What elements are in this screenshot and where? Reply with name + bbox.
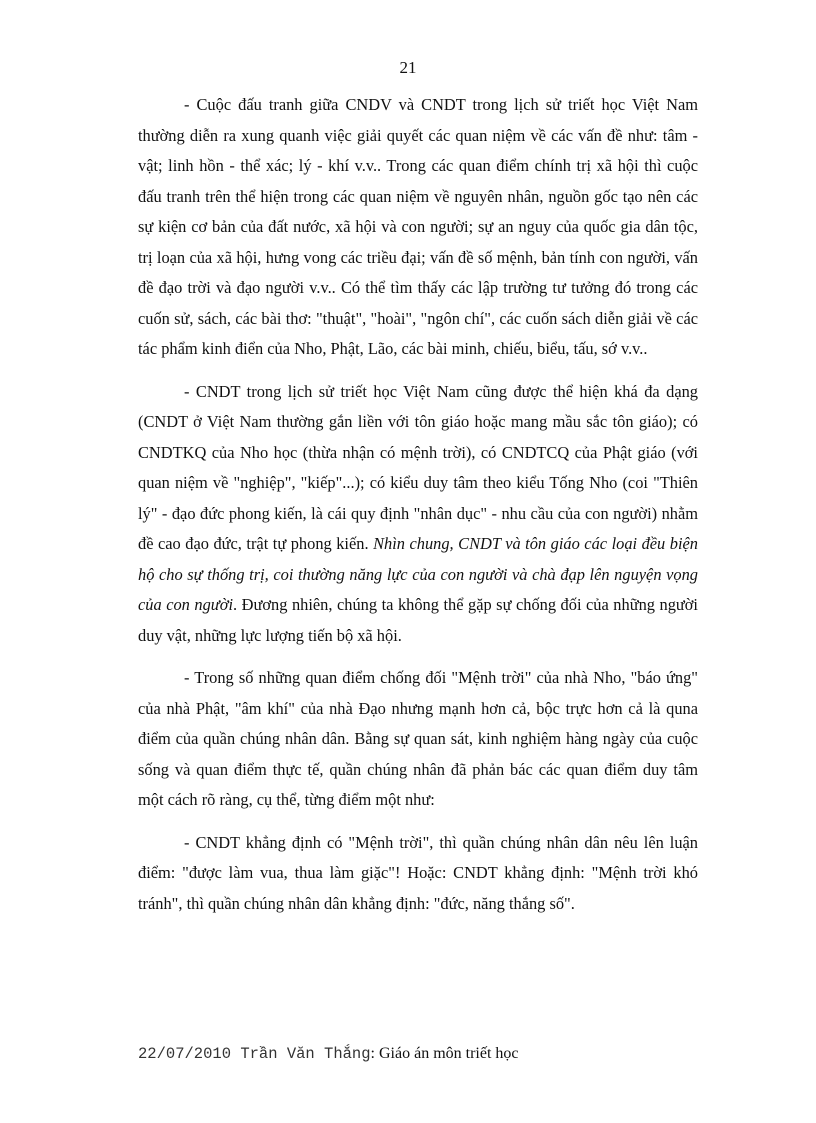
paragraph-4: - CNDT khẳng định có "Mệnh trời", thì quần chúng nhân dân nêu lên luận điểm: "được làm vua, thua làm giặc"! Hoặc: CNDT khẳng định: "Mệnh trời khó tránh", thì quần chúng nhân dân khẳng định: "đức, năng thắng số". (138, 832, 698, 913)
paragraph-1: - Cuộc đấu tranh giữa CNDV và CNDT trong lịch sử triết học Việt Nam thường diễn ra xung quanh việc giải quyết các quan niệm về các vấn đề như: tâm - vật; linh hồn - thể xác; lý - khí v.v.. Trong các quan điểm chính trị xã hội thì cuộc đấu tranh trên thể hiện trong các quan niệm về nguyên nhân, nguồn gốc tạo nên các sự kiện cơ bản của đất nước, xã hội và con người; sự an nguy của quốc gia dân tộc, trị loạn của xã hội, hưng vong các triều đại; vấn đề số mệnh, bản tính con người, vấn đề đạo trời và đạo người v.v.. Có thể tìm thấy các lập trường tư tưởng đó trong các cuốn sử, sách, các bài thơ: "thuật", "hoài", "ngôn chí", các cuốn sách diễn giải về các tác phẩm kinh điển của Nho, Phật, Lão, các bài minh, chiếu, biểu, tấu, sớ v.v.. (138, 95, 698, 358)
paragraph-2 (138, 377, 698, 652)
footer-date-author: 22/07/2010 Trần Văn Thắng (138, 1045, 371, 1063)
footer-separator: : (370, 1045, 375, 1062)
paragraph-2-text-before: - CNDT trong lịch sử triết học Việt Nam cũng được thể hiện khá đa dạng (CNDT ở Việt Nam thường gắn liền với tôn giáo hoặc mang mầu sắc tôn giáo); có CNDTKQ của Nho học (thừa nhận có mệnh trời), có CNDTCQ của Phật giáo (với quan niệm về "nghiệp", "kiếp"...); có kiểu duy tâm theo kiểu Tống Nho (coi "Thiên lý" - đạo đức phong kiến, là cái quy định "nhân dục" - nhu cầu của con người) nhằm đề cao đạo đức, trật tự phong kiến. (138, 381, 698, 553)
page-number: 21 (399, 58, 417, 77)
paragraph-2-text-after: . Đương nhiên, chúng ta không thể gặp sự chống đối của những người duy vật, những lực lượng tiến bộ xã hội. (138, 595, 698, 645)
footer-title: Giáo án môn triết học (375, 1045, 519, 1062)
paragraph-3: - Trong số những quan điểm chống đối "Mệnh trời" của nhà Nho, "báo ứng" của nhà Phật, "âm khí" của nhà Đạo nhưng mạnh hơn cả, bộc trực hơn cả là quna điểm của quần chúng nhân dân. Bằng sự quan sát, kinh nghiệm hàng ngày của cuộc sống và quan điểm thực tế, quần chúng nhân đã phản bác các quan điểm duy tâm một cách rõ ràng, cụ thể, từng điểm một như: (138, 668, 698, 809)
paragraph-2-italic-text: Nhìn chung, CNDT và tôn giáo các loại đều biện hộ cho sự thống trị, coi thường năng lực của con người và chà đạp lên nguyện vọng của con người (138, 534, 698, 614)
document-body (138, 90, 698, 919)
page-footer (138, 1044, 519, 1064)
